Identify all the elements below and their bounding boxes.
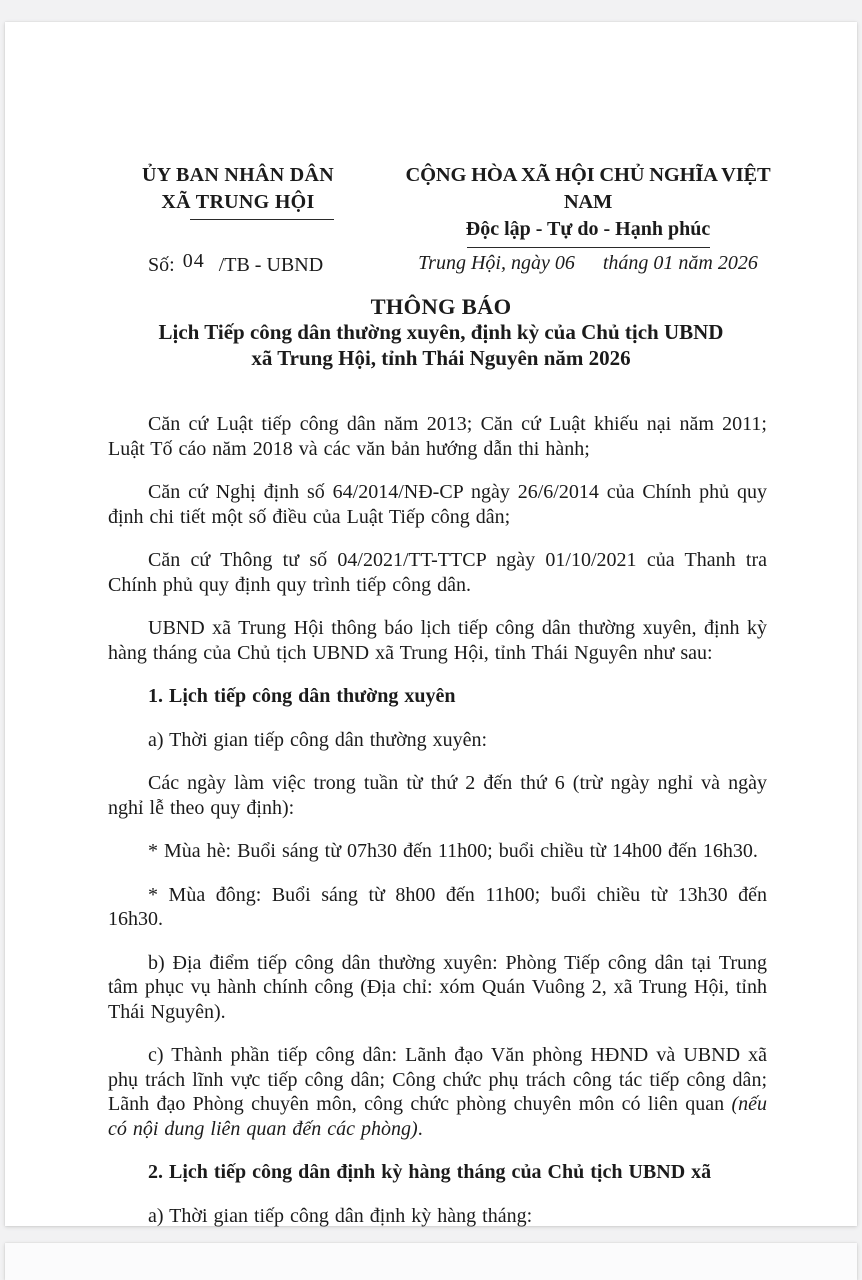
document-page-2-preview: [5, 1243, 857, 1280]
section-1c-period: .: [417, 1117, 423, 1140]
announcement-intro-paragraph: UBND xã Trung Hội thông báo lịch tiếp công dân thường xuyên, định kỳ hàng tháng của Chủ tịch UBND xã Trung Hội, tỉnh Thái Nguyên như sau:: [108, 617, 767, 664]
title-block: [105, 294, 777, 371]
doc-title: THÔNG BÁO: [370, 294, 512, 319]
section-1b-paragraph: b) Địa điểm tiếp công dân thường xuyên: Phòng Tiếp công dân tại Trung tâm phục vụ hành chính công (Địa chỉ: xóm Quán Vuông 2, xã Trung Hội, tỉnh Thái Nguyên).: [108, 951, 767, 1023]
issuer-name-line2: XÃ TRUNG HỘI: [161, 191, 315, 213]
legal-basis-paragraph-1: Căn cứ Luật tiếp công dân năm 2013; Căn cứ Luật khiếu nại năm 2011; Luật Tố cáo năm 2018 và các văn bản hướng dẫn thi hành;: [108, 413, 767, 460]
legal-basis-paragraph-2: Căn cứ Nghị định số 64/2014/NĐ-CP ngày 26/6/2014 của Chính phủ quy định chi tiết một số điều của Luật Tiếp công dân;: [108, 481, 767, 528]
doc-number-label: Số:: [148, 254, 175, 276]
section-1-heading: 1. Lịch tiếp công dân thường xuyên: [148, 685, 456, 707]
section-1c-text: c) Thành phần tiếp công dân: Lãnh đạo Văn phòng HĐND và UBND xã phụ trách lĩnh vực tiếp công dân; Công chức phụ trách công tác tiếp công dân; Lãnh đạo Phòng chuyên môn, công chức phòng chuyên môn có liên quan: [108, 1044, 767, 1115]
date-place-part1: Trung Hội, ngày 06: [418, 252, 575, 274]
issuer-header-block: [90, 162, 386, 220]
legal-basis-paragraph-3: Căn cứ Thông tư số 04/2021/TT-TTCP ngày 01/10/2021 của Thanh tra Chính phủ quy định quy trình tiếp công dân.: [108, 549, 767, 596]
date-place-line: [393, 252, 783, 275]
doc-number-line: [148, 250, 324, 277]
winter-schedule-item: * Mùa đông: Buổi sáng từ 8h00 đến 11h00; buổi chiều từ 13h30 đến 16h30.: [108, 883, 767, 930]
national-header-block: [393, 162, 783, 248]
section-1a-heading: a) Thời gian tiếp công dân thường xuyên:: [148, 728, 488, 751]
section-1a-detail: Các ngày làm việc trong tuần từ thứ 2 đến thứ 6 (trừ ngày nghỉ và ngày nghỉ lễ theo quy định):: [108, 772, 767, 819]
date-place-part2: tháng 01 năm 2026: [602, 252, 758, 274]
section-1c-italic-note: (nếu có nội dung liên quan đến các phòng): [108, 1093, 767, 1140]
document-body: [108, 412, 767, 1247]
doc-subtitle-line2: xã Trung Hội, tỉnh Thái Nguyên năm 2026: [251, 345, 631, 370]
national-motto-line1: CỘNG HÒA XÃ HỘI CHỦ NGHĨA VIỆT NAM: [405, 164, 771, 213]
motto-underline: [467, 247, 710, 248]
doc-subtitle-line1: Lịch Tiếp công dân thường xuyên, định kỳ của Chủ tịch UBND: [158, 320, 724, 344]
section-2a-heading: a) Thời gian tiếp công dân định kỳ hàng tháng:: [148, 1204, 533, 1227]
section-1c-paragraph: [108, 1043, 767, 1141]
doc-number-value: 04: [182, 250, 205, 272]
section-2-heading: 2. Lịch tiếp công dân định kỳ hàng tháng của Chủ tịch UBND xã: [148, 1161, 712, 1183]
document-page-1: [5, 22, 857, 1226]
summer-schedule-item: * Mùa hè: Buổi sáng từ 07h30 đến 11h00; buổi chiều từ 14h00 đến 16h30.: [148, 840, 758, 862]
issuer-name-line1: ỦY BAN NHÂN DÂN: [141, 164, 335, 186]
issuer-underline: [190, 219, 334, 220]
national-motto-line2: Độc lập - Tự do - Hạnh phúc: [465, 218, 711, 240]
doc-number-suffix: /TB - UBND: [218, 254, 324, 276]
